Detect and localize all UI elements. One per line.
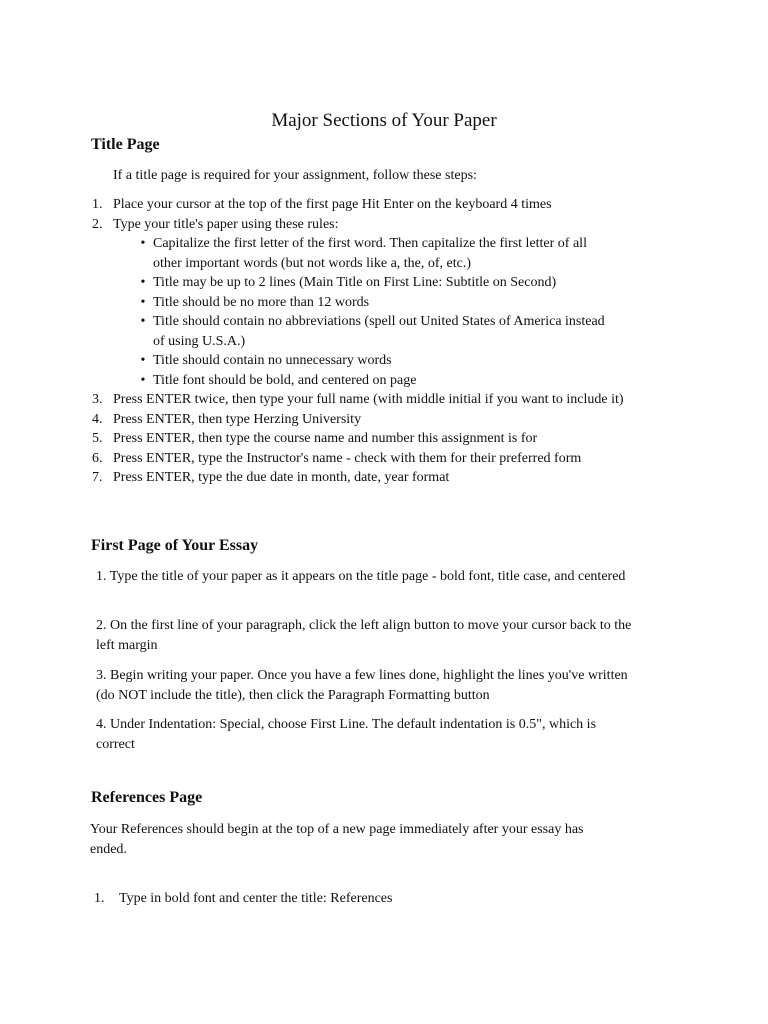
title-page-heading: Title Page bbox=[91, 136, 160, 153]
list-item: • Title should contain no unnecessary words bbox=[140, 353, 392, 368]
list-item: 3. Press ENTER twice, then type your full name (with middle initial if you want to include it) bbox=[92, 392, 624, 407]
references-steps bbox=[94, 889, 654, 909]
list-item: 4. Press ENTER, then type Herzing University bbox=[92, 411, 362, 427]
first-page-heading: First Page of Your Essay bbox=[91, 537, 259, 554]
list-item: • Title should be no more than 12 words bbox=[140, 294, 370, 310]
list-item: • Title should contain no abbreviations (spell out United States of America instead of using U.S.A.) bbox=[140, 314, 605, 349]
list-item: 1. Place your cursor at the top of the first page Hit Enter on the keyboard 4 times bbox=[92, 197, 552, 212]
first-page-step-1: 1. Type the title of your paper as it appears on the title page - bold font, title case, and centered bbox=[96, 569, 626, 584]
list-item: 7. Press ENTER, type the due date in month, date, year format bbox=[92, 470, 450, 485]
title-page-steps bbox=[92, 195, 652, 488]
first-page-step-4: 4. Under Indentation: Special, choose First Line. The default indentation is 0.5", which is correct bbox=[96, 717, 597, 752]
list-item: 5. Press ENTER, then type the course name and number this assignment is for bbox=[92, 431, 538, 446]
list-item: • Title may be up to 2 lines (Main Title on First Line: Subtitle on Second) bbox=[140, 275, 557, 290]
references-heading: References Page bbox=[91, 789, 203, 806]
references-intro: Your References should begin at the top of a new page immediately after your essay has ended. bbox=[90, 822, 584, 857]
document-title: Major Sections of Your Paper bbox=[271, 110, 497, 131]
list-item: 6. Press ENTER, type the Instructor's name - check with them for their preferred form bbox=[92, 450, 582, 466]
list-item: 2. Type your title's paper using these rules: • Capitalize the first letter of the first word. Then capitalize the first letter of all other important words (but not words like a, the, of, etc.) • Title may be up to 2 lines (Main Title on First Line: Subtitle on Second) • Title should be no more than 12 words • Title should contain no abbreviations (spell out United States of America instead of using U.S.A.) • Title should contain no unnecessary words • Title font should be bold, and centered on page bbox=[92, 215, 652, 391]
title-rules-list bbox=[113, 234, 652, 390]
list-item: 1. Type in bold font and center the title: References bbox=[94, 891, 393, 906]
title-page-intro: If a title page is required for your assignment, follow these steps: bbox=[113, 168, 477, 183]
list-item: • Title font should be bold, and centered on page bbox=[140, 372, 417, 388]
first-page-step-2: 2. On the first line of your paragraph, click the left align button to move your cursor back to the left margin bbox=[96, 618, 632, 653]
list-item: • Capitalize the first letter of the first word. Then capitalize the first letter of all other important words (but not words like a, the, of, etc.) bbox=[140, 236, 587, 271]
first-page-step-3: 3. Begin writing your paper. Once you have a few lines done, highlight the lines you've written (do NOT include the title), then click the Paragraph Formatting button bbox=[96, 668, 628, 703]
